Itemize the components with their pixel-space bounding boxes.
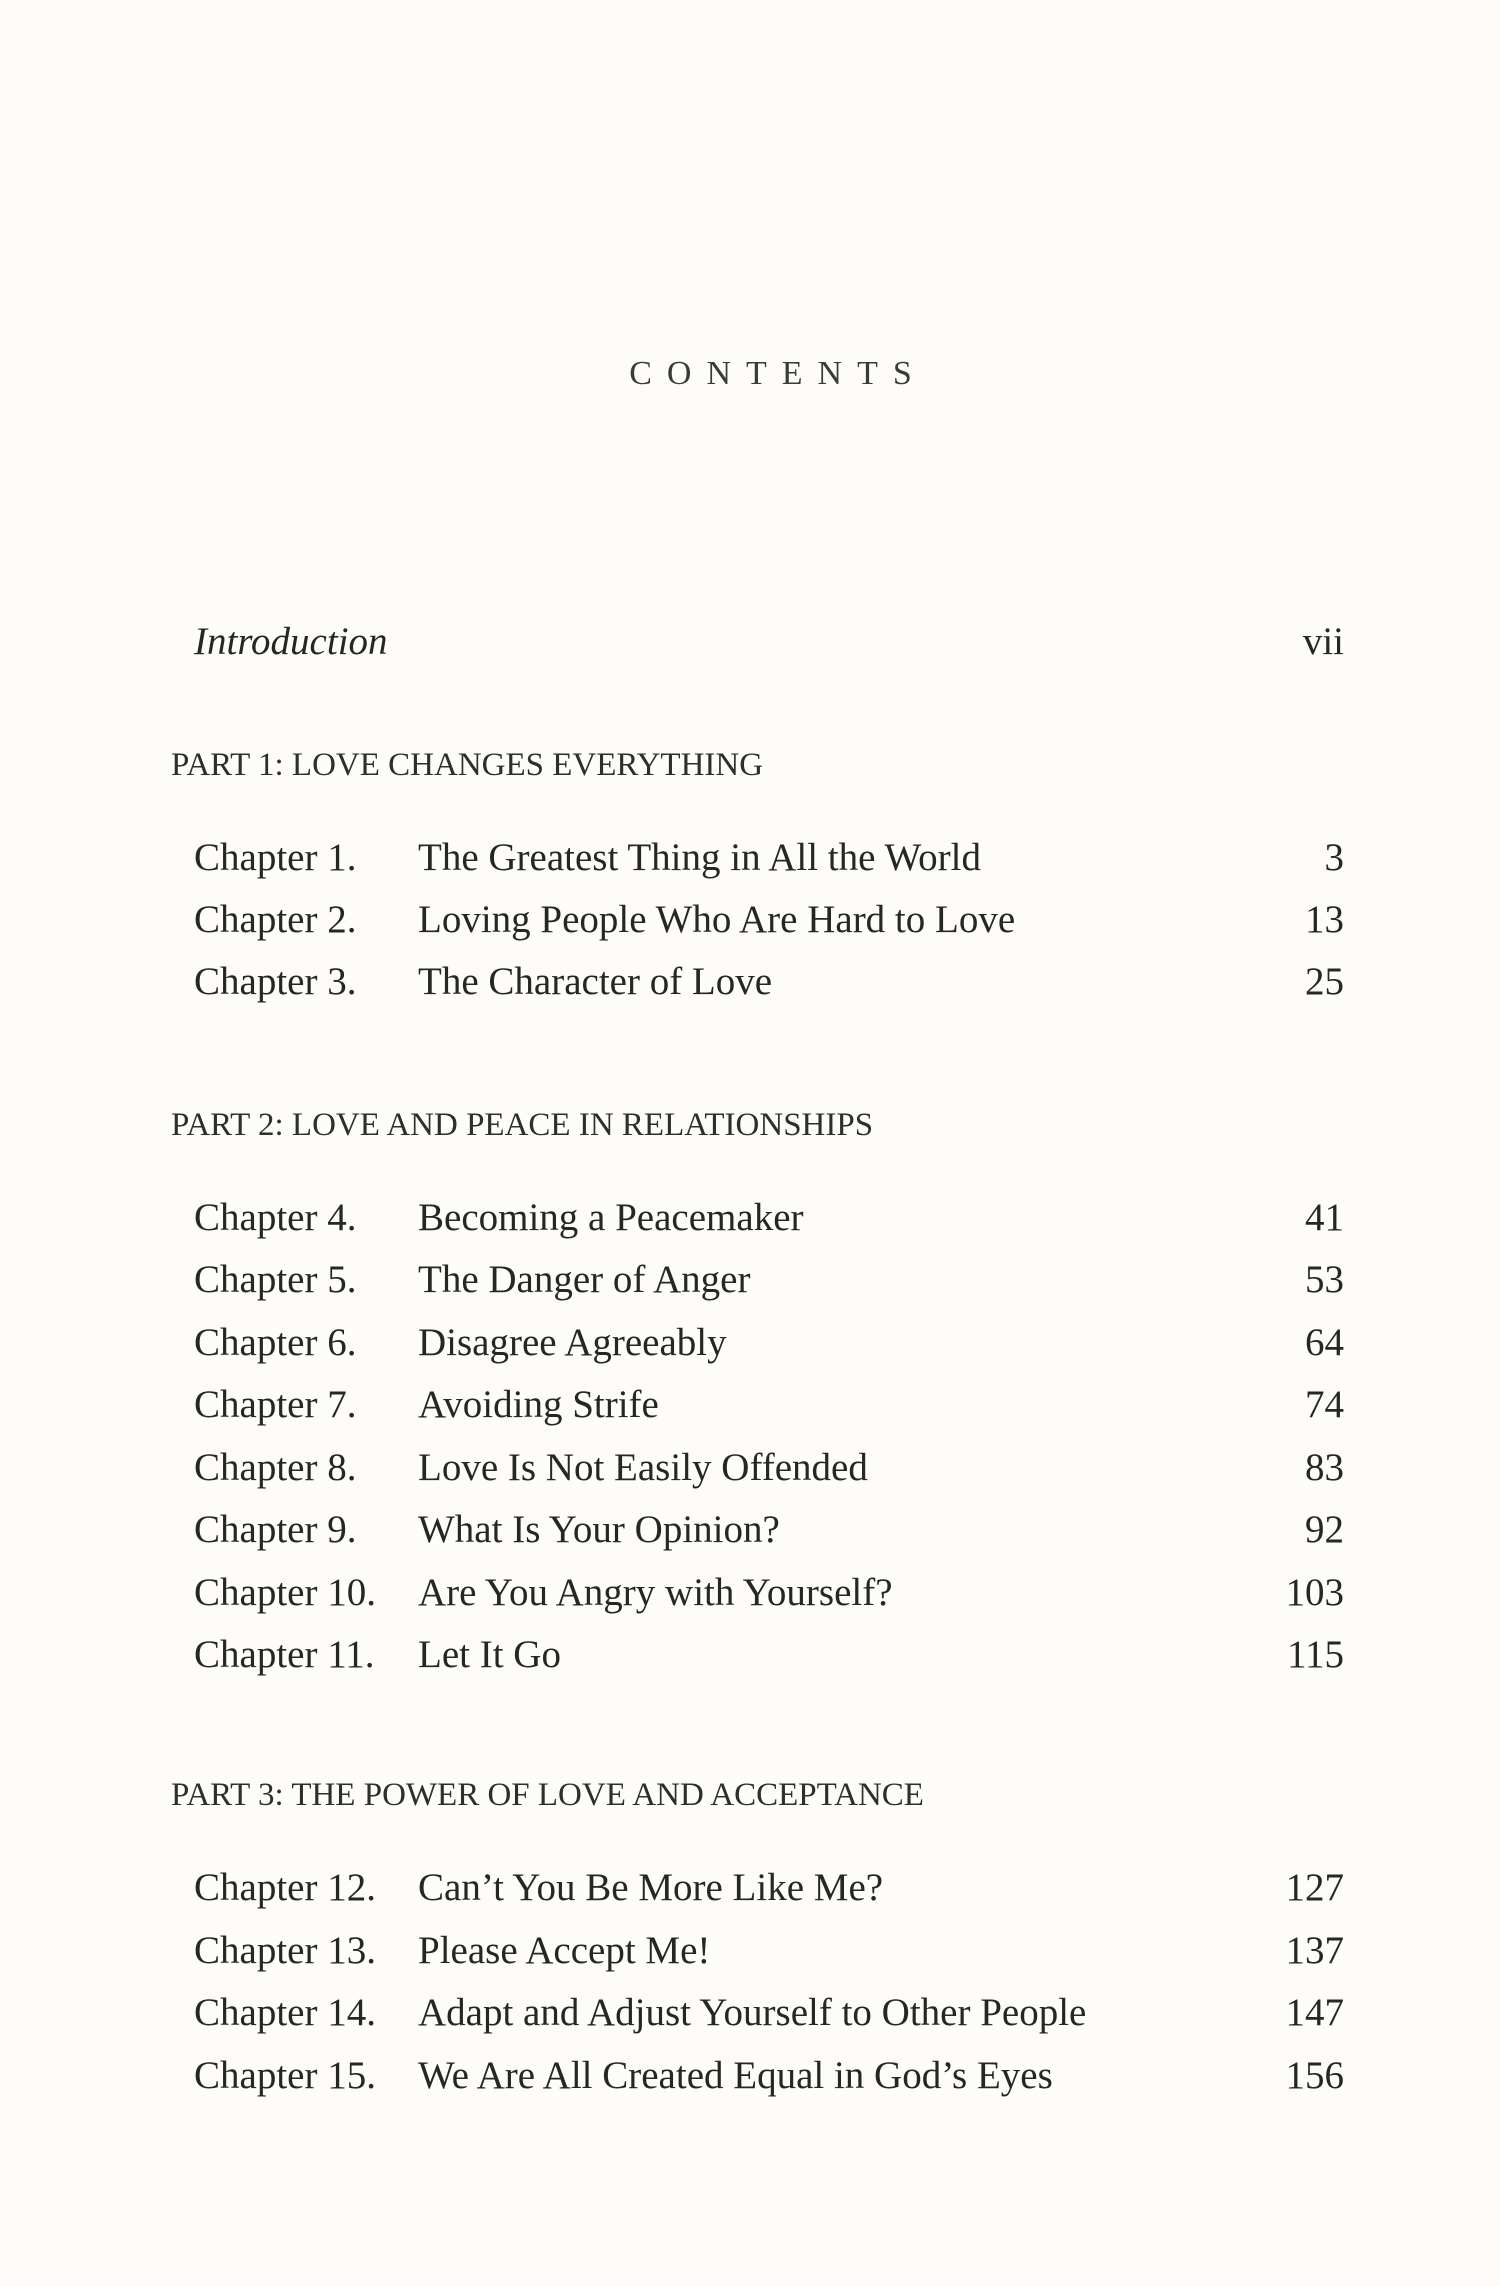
toc-entry-page: 3 — [1324, 836, 1344, 879]
toc-entry-number: Chapter 12. — [194, 1866, 376, 1909]
toc-entry-title: What Is Your Opinion? — [418, 1508, 780, 1551]
toc-entry-page: 92 — [1305, 1508, 1344, 1551]
toc-entry-title: Can’t You Be More Like Me? — [418, 1866, 884, 1909]
toc-entry-page: 41 — [1305, 1196, 1344, 1239]
toc-entry-number: Chapter 15. — [194, 2054, 376, 2097]
toc-entry-number: Chapter 1. — [194, 836, 357, 879]
toc-entry-title: Are You Angry with Yourself? — [418, 1571, 893, 1614]
part-3-heading: PART 3: THE POWER OF LOVE AND ACCEPTANCE — [171, 1777, 924, 1813]
toc-entry-page: vii — [1302, 620, 1344, 663]
toc-entry-title: Disagree Agreeably — [418, 1321, 727, 1364]
part-2-heading: PART 2: LOVE AND PEACE IN RELATIONSHIPS — [171, 1107, 874, 1143]
toc-entry-chapter-7[interactable] — [194, 1377, 1344, 1433]
toc-entry-page: 147 — [1285, 1991, 1344, 2034]
toc-entry-chapter-15[interactable] — [194, 2048, 1344, 2104]
toc-entry-chapter-13[interactable] — [194, 1923, 1344, 1979]
part-1-heading: PART 1: LOVE CHANGES EVERYTHING — [171, 747, 764, 783]
toc-entry-page: 137 — [1285, 1929, 1344, 1972]
toc-entry-number: Chapter 2. — [194, 898, 357, 941]
toc-entry-title: The Character of Love — [418, 960, 773, 1003]
toc-entry-number: Chapter 6. — [194, 1321, 357, 1364]
contents-heading: CONTENTS — [629, 355, 927, 392]
toc-entry-number: Chapter 3. — [194, 960, 357, 1003]
toc-entry-number: Chapter 11. — [194, 1633, 375, 1676]
toc-entry-chapter-6[interactable] — [194, 1315, 1344, 1371]
toc-entry-title: The Danger of Anger — [418, 1258, 751, 1301]
toc-entry-title: Love Is Not Easily Offended — [418, 1446, 868, 1489]
toc-entry-page: 156 — [1285, 2054, 1344, 2097]
toc-entry-number: Chapter 13. — [194, 1929, 376, 1972]
toc-entry-title: Avoiding Strife — [418, 1383, 659, 1426]
toc-entry-number: Chapter 14. — [194, 1991, 376, 2034]
toc-entry-title: Adapt and Adjust Yourself to Other People — [418, 1991, 1087, 2034]
toc-entry-chapter-11[interactable] — [194, 1627, 1344, 1683]
toc-entry-chapter-1[interactable] — [194, 830, 1344, 886]
toc-entry-page: 115 — [1286, 1633, 1344, 1676]
toc-entry-number: Chapter 4. — [194, 1196, 357, 1239]
toc-entry-chapter-4[interactable] — [194, 1190, 1344, 1246]
toc-entry-page: 64 — [1305, 1321, 1344, 1364]
toc-entry-chapter-12[interactable] — [194, 1860, 1344, 1916]
toc-entry-number: Chapter 10. — [194, 1571, 376, 1614]
toc-entry-page: 103 — [1285, 1571, 1344, 1614]
toc-entry-number: Chapter 5. — [194, 1258, 357, 1301]
toc-entry-title: Let It Go — [418, 1633, 561, 1676]
toc-entry-introduction[interactable] — [194, 614, 1344, 670]
toc-entry-number: Chapter 9. — [194, 1508, 357, 1551]
toc-entry-chapter-10[interactable] — [194, 1565, 1344, 1621]
toc-entry-chapter-2[interactable] — [194, 892, 1344, 948]
toc-entry-title: Please Accept Me! — [418, 1929, 711, 1972]
toc-entry-chapter-14[interactable] — [194, 1985, 1344, 2041]
toc-entry-page: 13 — [1305, 898, 1344, 941]
toc-entry-number: Chapter 7. — [194, 1383, 357, 1426]
toc-entry-title: We Are All Created Equal in God’s Eyes — [418, 2054, 1053, 2097]
toc-entry-chapter-9[interactable] — [194, 1502, 1344, 1558]
toc-entry-title: Introduction — [194, 620, 388, 663]
toc-entry-page: 127 — [1285, 1866, 1344, 1909]
toc-entry-title: Becoming a Peacemaker — [418, 1196, 804, 1239]
toc-entry-chapter-5[interactable] — [194, 1252, 1344, 1308]
toc-entry-page: 74 — [1305, 1383, 1344, 1426]
toc-entry-chapter-8[interactable] — [194, 1440, 1344, 1496]
toc-entry-title: Loving People Who Are Hard to Love — [418, 898, 1016, 941]
toc-entry-number: Chapter 8. — [194, 1446, 357, 1489]
toc-entry-title: The Greatest Thing in All the World — [418, 836, 981, 879]
toc-entry-chapter-3[interactable] — [194, 954, 1344, 1010]
toc-entry-page: 83 — [1305, 1446, 1344, 1489]
toc-entry-page: 53 — [1305, 1258, 1344, 1301]
toc-entry-page: 25 — [1305, 960, 1344, 1003]
